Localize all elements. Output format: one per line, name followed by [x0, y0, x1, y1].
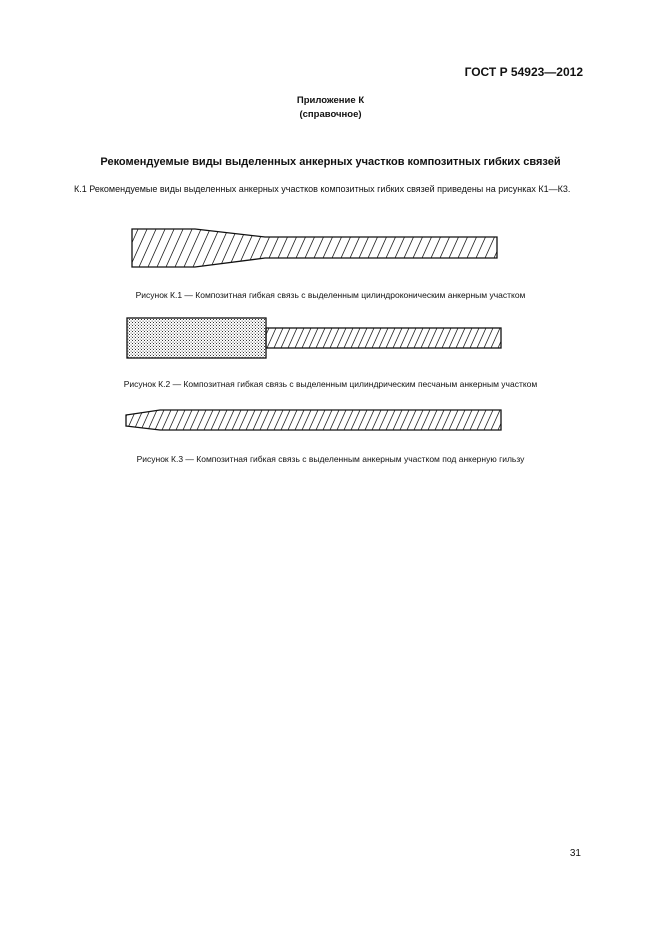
hatch-line: [175, 229, 192, 267]
hatch-line: [477, 328, 486, 348]
hatching: [106, 410, 528, 430]
hatch-line: [288, 328, 297, 348]
section-title: Рекомендуемые виды выделенных анкерных участков композитных гибких связей: [100, 156, 561, 168]
hatch-line: [526, 229, 543, 267]
hatch-line: [274, 328, 283, 348]
hatch-line: [103, 229, 120, 267]
hatch-line: [379, 328, 388, 348]
hatch-line: [346, 229, 363, 267]
hatch-line: [316, 328, 325, 348]
hatch-line: [407, 410, 416, 430]
hatch-line: [274, 410, 283, 430]
hatch-line: [491, 410, 500, 430]
hatch-line: [169, 410, 178, 430]
hatch-line: [373, 229, 390, 267]
hatch-line: [428, 410, 437, 430]
hatch-line: [330, 410, 339, 430]
hatch-line: [428, 328, 437, 348]
hatch-line: [265, 229, 282, 267]
hatch-line: [139, 229, 156, 267]
hatch-line: [94, 229, 111, 267]
hatch-line: [225, 410, 234, 430]
hatch-line: [365, 328, 374, 348]
hatch-line: [499, 229, 516, 267]
hatch-line: [379, 410, 388, 430]
hatch-line: [337, 229, 354, 267]
hatch-line: [204, 410, 213, 430]
hatch-line: [301, 229, 318, 267]
hatch-line: [400, 229, 417, 267]
hatch-line: [309, 410, 318, 430]
hatch-line: [505, 328, 514, 348]
hatch-line: [295, 410, 304, 430]
hatch-line: [281, 410, 290, 430]
figure-k2-drawing: [0, 310, 661, 365]
hatch-line: [400, 410, 409, 430]
hatch-line: [246, 410, 255, 430]
hatch-line: [281, 328, 290, 348]
hatch-line: [283, 229, 300, 267]
hatch-line: [498, 328, 507, 348]
hatch-line: [319, 229, 336, 267]
hatch-line: [120, 410, 129, 430]
hatch-line: [393, 328, 402, 348]
hatch-line: [484, 410, 493, 430]
hatch-line: [491, 328, 500, 348]
hatch-line: [472, 229, 489, 267]
hatch-line: [449, 410, 458, 430]
hatch-line: [295, 328, 304, 348]
figure-k3-drawing: [0, 400, 661, 440]
hatch-line: [155, 410, 164, 430]
hatch-line: [364, 229, 381, 267]
hatch-line: [386, 410, 395, 430]
figure-k1-drawing: [0, 220, 661, 275]
hatch-line: [463, 229, 480, 267]
hatch-line: [427, 229, 444, 267]
hatch-line: [292, 229, 309, 267]
hatch-line: [463, 328, 472, 348]
hatch-line: [323, 328, 332, 348]
figure-k1-caption: Рисунок К.1 — Композитная гибкая связь с выделенным цилиндроконическим анкерным участком: [135, 290, 526, 300]
hatch-line: [454, 229, 471, 267]
hatch-line: [344, 328, 353, 348]
hatch-line: [337, 328, 346, 348]
hatch-line: [512, 410, 521, 430]
hatch-line: [435, 328, 444, 348]
hatch-line: [197, 410, 206, 430]
hatch-line: [414, 328, 423, 348]
hatch-line: [463, 410, 472, 430]
paragraph-text: Рекомендуемые виды выделенных анкерных участков композитных гибких связей приведены на рисунках К1—К3.: [89, 184, 571, 194]
hatch-line: [184, 229, 201, 267]
hatch-line: [176, 410, 185, 430]
hatch-line: [386, 328, 395, 348]
hatch-line: [337, 410, 346, 430]
paragraph-number: К.1: [74, 184, 87, 194]
hatch-line: [328, 229, 345, 267]
standard-number: ГОСТ Р 54923—2012: [464, 65, 583, 79]
hatching: [246, 328, 528, 348]
hatch-line: [505, 410, 514, 430]
hatch-line: [456, 410, 465, 430]
hatch-line: [112, 229, 129, 267]
hatch-line: [517, 229, 534, 267]
hatch-line: [445, 229, 462, 267]
hatch-line: [351, 328, 360, 348]
hatch-line: [470, 328, 479, 348]
hatch-line: [418, 229, 435, 267]
hatch-line: [148, 229, 165, 267]
annex-heading: [0, 94, 661, 122]
hatch-line: [316, 410, 325, 430]
hatch-line: [232, 410, 241, 430]
hatch-line: [302, 410, 311, 430]
hatch-line: [477, 410, 486, 430]
hatch-line: [253, 410, 262, 430]
hatch-line: [436, 229, 453, 267]
hatch-line: [288, 410, 297, 430]
hatch-line: [274, 229, 291, 267]
hatch-line: [393, 410, 402, 430]
hatch-line: [113, 410, 122, 430]
hatch-line: [344, 410, 353, 430]
hatch-line: [190, 410, 199, 430]
hatch-line: [519, 410, 528, 430]
hatch-line: [421, 328, 430, 348]
hatch-line: [323, 410, 332, 430]
hatch-line: [481, 229, 498, 267]
hatch-line: [512, 328, 521, 348]
hatch-line: [519, 328, 528, 348]
hatch-line: [256, 229, 273, 267]
hatch-line: [267, 410, 276, 430]
hatch-line: [407, 328, 416, 348]
figure-k3-caption: Рисунок К.3 — Композитная гибкая связь с выделенным анкерным участком под анкерную гильзу: [136, 454, 525, 464]
hatch-line: [183, 410, 192, 430]
hatch-line: [442, 410, 451, 430]
paragraph-k1: [62, 183, 584, 196]
annex-title: Приложение К: [296, 95, 365, 106]
hatch-line: [442, 328, 451, 348]
hatch-line: [302, 328, 311, 348]
hatch-line: [421, 410, 430, 430]
hatch-line: [355, 229, 372, 267]
hatch-line: [211, 410, 220, 430]
hatch-line: [121, 229, 138, 267]
hatch-line: [351, 410, 360, 430]
hatch-line: [414, 410, 423, 430]
hatch-line: [456, 328, 465, 348]
hatch-line: [202, 229, 219, 267]
page-number: 31: [569, 848, 581, 859]
hatch-line: [470, 410, 479, 430]
hatch-line: [400, 328, 409, 348]
hatch-line: [391, 229, 408, 267]
hatch-line: [382, 229, 399, 267]
figure-k2-caption: Рисунок К.2 — Композитная гибкая связь с выделенным цилиндрическим песчаным анкерным участком: [123, 379, 538, 389]
hatch-line: [435, 410, 444, 430]
hatch-line: [218, 410, 227, 430]
sand-anchor: [127, 318, 266, 358]
hatch-line: [358, 328, 367, 348]
hatch-line: [508, 229, 525, 267]
hatch-line: [449, 328, 458, 348]
hatch-line: [260, 410, 269, 430]
annex-subtitle: (справочное): [299, 109, 362, 120]
hatch-line: [267, 328, 276, 348]
hatch-line: [498, 410, 507, 430]
hatch-line: [372, 328, 381, 348]
hatch-line: [193, 229, 210, 267]
hatch-line: [358, 410, 367, 430]
hatch-line: [239, 410, 248, 430]
hatch-line: [310, 229, 327, 267]
hatch-line: [106, 410, 115, 430]
hatch-line: [148, 410, 157, 430]
hatch-line: [157, 229, 174, 267]
hatch-line: [309, 328, 318, 348]
hatch-line: [211, 229, 228, 267]
hatch-line: [409, 229, 426, 267]
hatch-line: [490, 229, 507, 267]
hatching: [94, 229, 543, 267]
hatch-line: [166, 229, 183, 267]
hatch-line: [365, 410, 374, 430]
hatch-line: [162, 410, 171, 430]
hatch-line: [484, 328, 493, 348]
hatch-line: [330, 328, 339, 348]
hatch-line: [372, 410, 381, 430]
